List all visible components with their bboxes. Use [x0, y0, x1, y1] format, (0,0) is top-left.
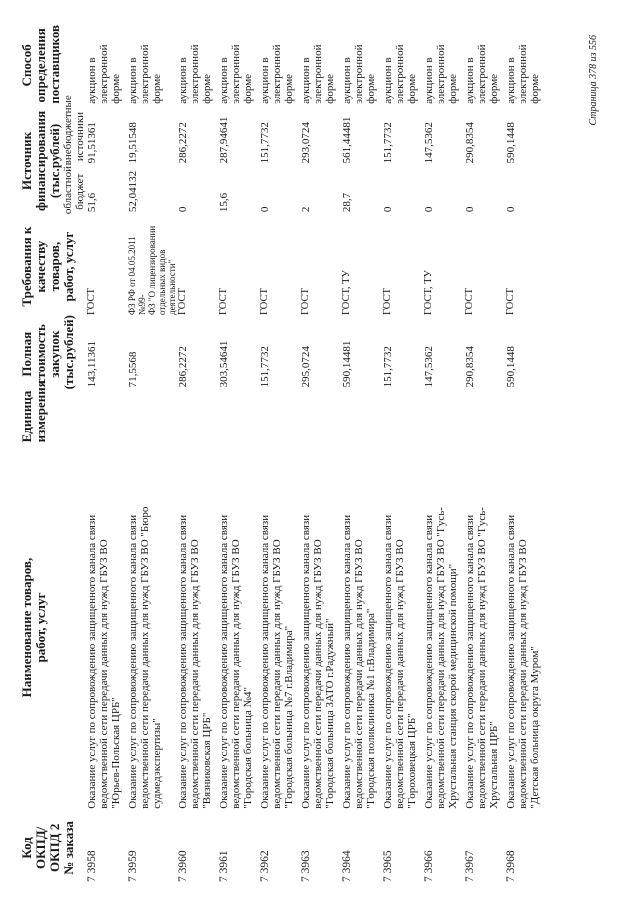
row-method: [464, 25, 505, 106]
row-name-line: судмедэкспертизы": [151, 718, 163, 809]
row-name-line: Оказание услуг по сопровождению защищенного канала связи: [218, 514, 230, 809]
header-external-line: источники: [74, 111, 86, 162]
header-req-line: работ, услуг: [61, 231, 76, 302]
row-req-line: ГОСТ: [300, 288, 311, 316]
row-method-line: форме: [406, 73, 418, 104]
row-req-small-line: ФЗ "О лицензировании: [147, 225, 157, 316]
header-name: [20, 444, 86, 810]
row-name-line: "Городская больница ЗАТО г.Радужный": [324, 618, 336, 809]
row-method-line: аукцион в: [505, 57, 517, 104]
header-req-line: Требования к: [19, 226, 34, 307]
table-row: [423, 25, 464, 885]
row-method-line: аукцион в: [300, 57, 312, 104]
row-code: 7 3967: [464, 850, 476, 882]
header-name-line: Наименование товаров,: [19, 557, 34, 698]
row-code: 7 3958: [86, 850, 98, 882]
row-name: [86, 444, 127, 810]
row-req-small-line: деятельности": [167, 259, 177, 316]
row-unit: [382, 391, 423, 444]
row-method-line: форме: [283, 73, 295, 104]
row-funding-external: 151,7732: [382, 122, 394, 164]
row-requirements: [177, 216, 218, 317]
row-name-line: ведомственной сети передачи данных для нужд ГБУЗ ВО: [271, 539, 283, 809]
header-funding-line: Источник: [19, 131, 34, 190]
table-body: [86, 25, 546, 885]
row-unit: [300, 391, 341, 444]
row-funding-external: 286,2272: [177, 122, 189, 164]
rotated-page: [20, 25, 615, 885]
row-method-line: форме: [201, 73, 213, 104]
row-requirements: [86, 216, 127, 317]
row-req-line: ГОСТ: [86, 288, 97, 316]
row-code: 7 3965: [382, 850, 394, 882]
row-funding-external: 561,44481: [341, 116, 353, 164]
row-funding-regional: 2: [300, 206, 312, 213]
header-requirements: [20, 216, 86, 317]
row-code: 7 3961: [218, 850, 230, 882]
row-unit: [86, 391, 127, 444]
row-method: [177, 25, 218, 106]
row-req-line: ГОСТ: [218, 288, 229, 316]
row-method-line: электронной: [476, 44, 488, 104]
header-method-line: определения: [33, 28, 48, 103]
row-name: [300, 444, 341, 810]
row-unit: [464, 391, 505, 444]
row-method-line: электронной: [435, 44, 447, 104]
row-cost: 590,1448: [505, 346, 517, 388]
row-code: 7 3964: [341, 850, 353, 882]
row-requirements: [300, 216, 341, 317]
row-method-line: электронной: [312, 44, 324, 104]
table-row: [300, 25, 341, 885]
row-method-line: форме: [151, 73, 163, 104]
header-cost-line: (тыс.рублей): [61, 314, 76, 390]
row-name-line: Оказание услуг по сопровождению защищенного канала связи: [300, 514, 312, 809]
table-row: [259, 25, 300, 885]
row-method-line: форме: [488, 73, 500, 104]
header-cost-line: стоимость: [33, 324, 48, 385]
row-method-line: электронной: [98, 44, 110, 104]
row-req-small-line: отдельных видов: [157, 249, 167, 316]
row-code: 7 3960: [177, 850, 189, 882]
row-cost: 286,2272: [177, 346, 189, 388]
row-method: [505, 25, 546, 106]
row-cost: 303,54641: [218, 340, 230, 388]
row-unit: [341, 391, 382, 444]
header-unit-line: Единица: [19, 390, 34, 443]
row-funding-regional: 0: [259, 206, 271, 213]
row-name-line: "Юрьев-Польская ЦРБ": [110, 697, 122, 809]
row-funding-regional: 28,7: [341, 192, 353, 213]
row-name-line: "Вязниковская ЦРБ": [201, 712, 213, 809]
header-method: [20, 25, 86, 106]
row-method: [382, 25, 423, 106]
row-method-line: аукцион в: [382, 57, 394, 104]
row-funding-regional: 0: [382, 206, 394, 213]
row-funding-external: 91,51361: [86, 122, 98, 164]
row-name-line: Оказание услуг по сопровождению защищенного канала связи: [423, 514, 435, 809]
row-funding-external: 287,94641: [218, 116, 230, 164]
header-unit-line: измерения: [33, 380, 48, 443]
row-req-line: ГОСТ: [259, 288, 270, 316]
row-method-line: форме: [242, 73, 254, 104]
row-cost: 147,5362: [423, 346, 435, 388]
row-method-line: форме: [529, 73, 541, 104]
row-name-line: "Городская больница №7 г.Владимира": [283, 625, 295, 809]
row-unit: [218, 391, 259, 444]
row-req-line: ГОСТ, ТУ: [341, 270, 352, 316]
row-unit: [127, 391, 177, 444]
row-code: 7 3959: [127, 850, 139, 882]
header-name-line: работ, услуг: [33, 592, 48, 663]
row-name-line: Оказание услуг по сопровождению защищенного канала связи: [127, 514, 139, 809]
row-method: [300, 25, 341, 106]
row-req-line: ГОСТ: [382, 288, 393, 316]
row-name-line: ведомственной сети передачи данных для нужд ГБУЗ ВО "Бюро: [139, 506, 151, 809]
header-regional-line: бюджет: [74, 173, 86, 210]
row-method: [259, 25, 300, 106]
row-code: 7 3962: [259, 850, 271, 882]
header-funding-external: [62, 95, 86, 168]
row-method-line: электронной: [230, 44, 242, 104]
row-funding-external: 151,7732: [259, 122, 271, 164]
row-method-line: аукцион в: [259, 57, 271, 104]
row-funding-regional: 52,04132: [127, 170, 139, 213]
row-method: [127, 25, 177, 106]
row-req-line: ГОСТ, ТУ: [423, 270, 434, 316]
row-name-line: ведомственной сети передачи данных для нужд ГБУЗ ВО: [98, 539, 110, 809]
row-funding-external: 293,0724: [300, 122, 312, 164]
row-name-line: Оказание услуг по сопровождению защищенного канала связи: [505, 514, 517, 809]
row-funding-regional: 0: [464, 206, 476, 213]
table-row: [86, 25, 127, 885]
row-requirements: [505, 216, 546, 317]
row-method-line: аукцион в: [86, 57, 98, 104]
table-row: [464, 25, 505, 885]
row-cost: 71,5568: [127, 351, 139, 388]
row-req-line: ГОСТ: [177, 288, 188, 316]
row-funding-regional: 0: [505, 206, 517, 213]
row-method-line: форме: [447, 73, 459, 104]
header-code: [20, 811, 86, 885]
row-name-line: Оказание услуг по сопровождению защищенного канала связи: [382, 514, 394, 809]
row-method-line: аукцион в: [127, 57, 139, 104]
row-code: 7 3966: [423, 850, 435, 882]
table-row: [341, 25, 382, 885]
row-req-small-line: ФЗ РФ от 04.05.2011 №99-: [127, 236, 147, 316]
row-method-line: электронной: [189, 44, 201, 104]
row-method: [218, 25, 259, 106]
procurement-table: [20, 25, 546, 885]
row-requirements: [341, 216, 382, 317]
row-name-line: Оказание услуг по сопровождению защищенного канала связи: [341, 514, 353, 809]
header-cost: [19, 314, 86, 391]
row-name-line: Оказание услуг по сопровождению защищенного канала связи: [86, 514, 98, 809]
row-cost: 295,0724: [300, 346, 312, 388]
row-name: [218, 444, 259, 810]
row-method-line: форме: [324, 73, 336, 104]
row-name: [505, 444, 546, 810]
row-cost: 151,7732: [259, 346, 271, 388]
header-regional-line: областной: [62, 165, 74, 215]
header-code-line: ОКПД/: [33, 826, 48, 869]
row-requirements: [218, 216, 259, 317]
row-name: [341, 444, 382, 810]
row-funding-regional: 51,6: [86, 192, 98, 213]
row-unit: [177, 391, 218, 444]
row-name-line: Хрустальная станция скорой медицинской помощи": [447, 563, 459, 809]
row-funding-regional: 0: [423, 206, 435, 213]
row-method-line: электронной: [394, 44, 406, 104]
header-req-line: качеству товаров,: [33, 240, 62, 293]
header-method-line: Способ: [19, 44, 34, 87]
row-name-line: Хрустальная ЦРБ": [488, 721, 500, 809]
row-method: [86, 25, 127, 106]
row-name: [177, 444, 218, 810]
row-code: 7 3968: [505, 850, 517, 882]
row-method: [341, 25, 382, 106]
row-cost: 290,8354: [464, 346, 476, 388]
row-name: [382, 444, 423, 810]
header-funding-line: (тыс.рублей): [47, 123, 62, 199]
row-unit: [505, 391, 546, 444]
row-code: 7 3963: [300, 850, 312, 882]
header-cost-line: Полная: [19, 331, 34, 377]
row-method-line: аукцион в: [218, 57, 230, 104]
row-method-line: аукцион в: [423, 57, 435, 104]
row-name-line: ведомственной сети передачи данных для нужд ГБУЗ ВО: [189, 539, 201, 809]
header-funding-line: финансирования: [33, 110, 48, 212]
row-funding-regional: 0: [177, 206, 189, 213]
row-name-line: ведомственной сети передачи данных для нужд ГБУЗ ВО "Гусь-: [435, 507, 447, 809]
row-name-line: Оказание услуг по сопровождению защищенного канала связи: [464, 514, 476, 809]
row-name-line: "Городская поликлиника №1 г.Владимира": [365, 608, 377, 809]
row-method-line: форме: [110, 73, 122, 104]
row-method-line: аукцион в: [341, 57, 353, 104]
row-method-line: форме: [365, 73, 377, 104]
row-requirements: [464, 216, 505, 317]
row-method-line: электронной: [353, 44, 365, 104]
row-name: [259, 444, 300, 810]
row-name-line: ведомственной сети передачи данных для нужд ГБУЗ ВО "Гусь-: [476, 507, 488, 809]
row-name-line: ведомственной сети передачи данных для нужд ГБУЗ ВО: [394, 539, 406, 809]
row-cost: 143,11361: [86, 340, 98, 388]
header-code-line: № заказа: [61, 821, 76, 875]
row-funding-regional: 15,6: [218, 192, 230, 213]
row-name-line: ведомственной сети передачи данных для нужд ГБУЗ ВО: [517, 539, 529, 809]
row-name: [127, 444, 177, 810]
row-req-line: ГОСТ: [464, 288, 475, 316]
row-method-line: электронной: [271, 44, 283, 104]
row-name-line: "Гороховецкая ЦРБ": [406, 713, 418, 809]
table-row: [382, 25, 423, 885]
table-row: [127, 25, 177, 885]
row-name-line: "Городская больница №4": [242, 687, 254, 809]
row-name-line: Оказание услуг по сопровождению защищенного канала связи: [259, 514, 271, 809]
row-unit: [259, 391, 300, 444]
row-method: [423, 25, 464, 106]
row-funding-external: 147,5362: [423, 122, 435, 164]
row-name-line: "Детская больница округа Муром": [529, 646, 541, 809]
row-name: [464, 444, 505, 810]
table-row: [218, 25, 259, 885]
row-method-line: аукцион в: [464, 57, 476, 104]
row-requirements: [259, 216, 300, 317]
row-requirements: [127, 216, 177, 317]
row-cost: 590,14481: [341, 340, 353, 388]
header-code-line: ОКПД 2: [47, 823, 62, 873]
row-funding-external: 590,1448: [505, 122, 517, 164]
header-funding-regional: [62, 167, 86, 216]
header-unit: [19, 380, 86, 444]
table-header: [20, 25, 86, 885]
header-external-line: внебюджетные: [62, 95, 74, 166]
row-requirements: [423, 216, 464, 317]
row-cost: 151,7732: [382, 346, 394, 388]
row-name-line: ведомственной сети передачи данных для нужд ГБУЗ ВО: [353, 539, 365, 809]
row-req-line: ГОСТ: [505, 288, 516, 316]
page-footer: Страница 378 из 556: [588, 35, 599, 126]
table-row: [505, 25, 546, 885]
row-method-line: электронной: [139, 44, 151, 104]
row-name-line: ведомственной сети передачи данных для нужд ГБУЗ ВО: [312, 539, 324, 809]
header-cost-line: закупок: [47, 330, 62, 378]
row-name-line: ведомственной сети передачи данных для нужд ГБУЗ ВО: [230, 539, 242, 809]
row-unit: [423, 391, 464, 444]
row-funding-external: 19,51548: [127, 122, 139, 164]
table-row: [177, 25, 218, 885]
header-code-line: Код: [19, 837, 34, 859]
row-name-line: Оказание услуг по сопровождению защищенного канала связи: [177, 514, 189, 809]
header-funding: [20, 106, 62, 216]
header-method-line: поставщиков: [47, 24, 62, 104]
row-name: [423, 444, 464, 810]
row-funding-external: 290,8354: [464, 122, 476, 164]
row-requirements: [382, 216, 423, 317]
row-method-line: аукцион в: [177, 57, 189, 104]
row-method-line: электронной: [517, 44, 529, 104]
